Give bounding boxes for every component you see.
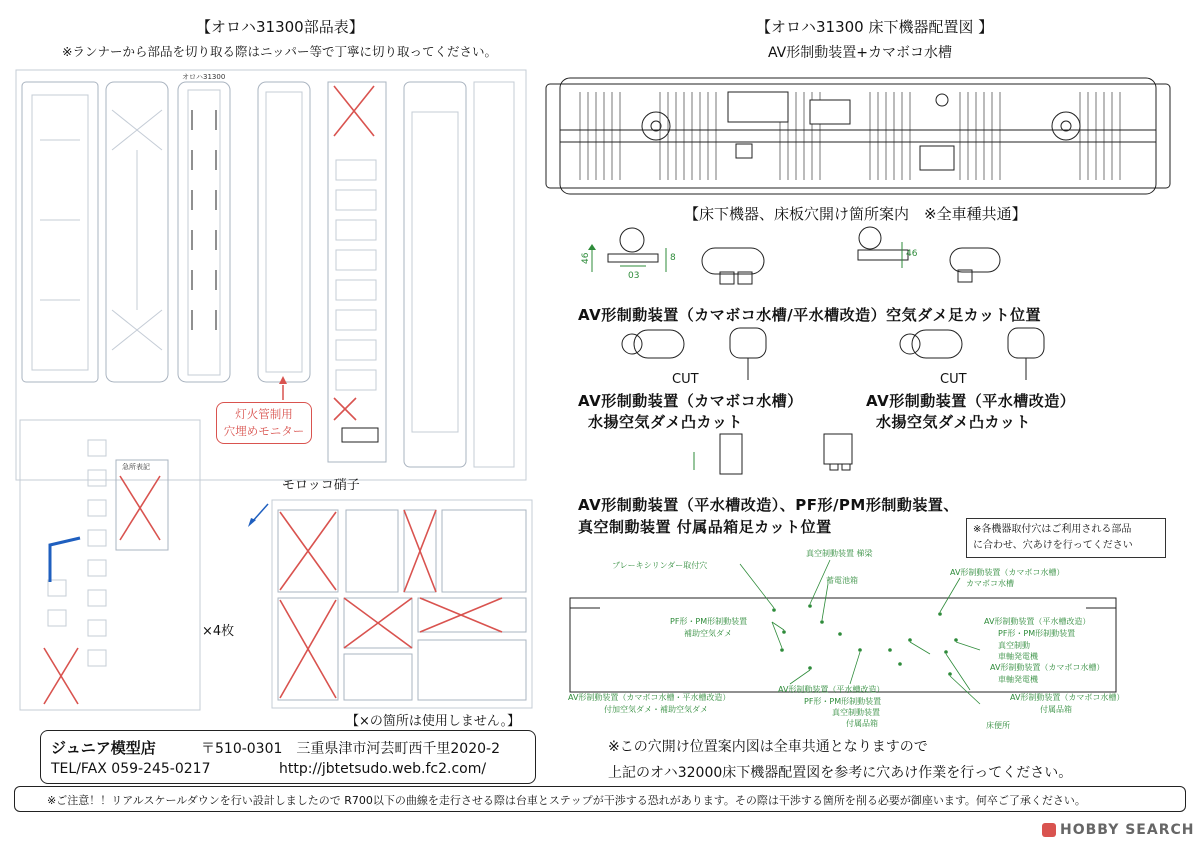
hole-footer-1: ※この穴開け位置案内図は全車共通となりますので [608, 739, 928, 755]
hole-label-toilet: 床便所 [986, 721, 1010, 730]
hole-label-av-flat-1: AV形制動装置（平水槽改造） [984, 617, 1091, 626]
hole-note-line-1: ※各機器取付穴はご利用される部品 [973, 524, 1132, 535]
hobby-search-logo-icon [1042, 823, 1056, 837]
runner-label: オロハ31300 [182, 73, 226, 81]
caption-cut-1: 水揚空気ダメ凸カット [588, 413, 743, 431]
hole-label-vacuum-beam: 真空制動装置 梯梁 [806, 549, 873, 558]
caption-air-tank-leg: AV形制動装置（カマボコ水槽/平水槽改造）空気ダメ足カット位置 [578, 306, 1042, 324]
parts-title: 【オロハ31300部品表】 [196, 18, 364, 36]
caption-av-kamaboko: AV形制動装置（カマボコ水槽） [578, 392, 803, 410]
hole-label-kamaboko-tank: カマボコ水槽 [966, 579, 1014, 588]
hole-label-aux-tank: 補助空気ダメ [684, 629, 732, 638]
shop-tel: TEL/FAX 059-245-0217 [51, 761, 211, 777]
watermark-text: HOBBY SEARCH [1060, 822, 1195, 838]
guide-title: 【床下機器、床板穴開け箇所案内 ※全車種共通】 [684, 205, 1027, 223]
hole-label-pf-pm-3: PF形・PM形制動装置 [804, 697, 882, 706]
unused-note: 【×の箇所は使用しません。】 [346, 714, 521, 729]
hole-label-battery: 蓄電池箱 [826, 576, 858, 585]
cut-label-1: CUT [672, 372, 699, 387]
guide-figures [570, 220, 1090, 490]
dim-46-left: 46 [581, 252, 591, 264]
parts-runners-drawing [0, 0, 540, 700]
hole-label-pf-pm-2: PF形・PM形制動装置 [998, 629, 1076, 638]
glass-label: モロッコ硝子 [282, 478, 360, 493]
callout-line-2: 穴埋めモニター [223, 424, 305, 438]
warning-text: ※ご注意！！リアルスケールダウンを行い設計しましたので R700以下の曲線を走行させる際は台車とステップが干渉する恐れがあります。その際は干渉する箇所を削る必要が御座います。何卒ご了承ください。 [47, 794, 1086, 807]
caption-cut-2: 水揚空気ダメ凸カット [876, 413, 1031, 431]
hole-label-generator-1: 車軸発電機 [998, 652, 1038, 661]
hole-label-accessory-box-2: 付属品箱 [1040, 705, 1072, 714]
hole-label-av-kamaboko-2: AV形制動装置（カマボコ水槽） [990, 663, 1105, 672]
caption-box-leg: 真空制動装置 付属品箱足カット位置 [578, 518, 832, 536]
caption-av-flat: AV形制動装置（平水槽改造） [866, 392, 1076, 410]
caption-pf-pm: AV形制動装置（平水槽改造）、PF形/PM形制動装置、 [578, 496, 959, 514]
callout-line-1: 灯火管制用 [235, 407, 293, 421]
underfloor-layout-drawing [540, 70, 1180, 200]
hole-label-av-kamaboko-3: AV形制動装置（カマボコ水槽） [1010, 693, 1125, 702]
hole-label-brake-cylinder: ブレーキシリンダー取付穴 [612, 561, 708, 570]
shop-name: ジュニア模型店 [51, 739, 156, 757]
hole-label-vacuum: 真空制動 [998, 641, 1030, 650]
glass-count: ×4枚 [202, 624, 235, 639]
hole-label-aux-tank-2: 付加空気ダメ・補助空気ダメ [604, 705, 708, 714]
hole-note-line-2: に合わせ、穴あけを行ってください [973, 540, 1133, 551]
callout-box [216, 402, 312, 444]
parts-note: ※ランナーから部品を切り取る際はニッパー等で丁寧に切り取ってください。 [62, 44, 497, 59]
hole-footer-2: 上記のオハ32000床下機器配置図を参考に穴あけ作業を行ってください。 [608, 765, 1073, 781]
layout-subtitle: AV形制動装置+カマボコ水槽 [768, 45, 952, 61]
hole-label-accessory-box-1: 付属品箱 [846, 719, 878, 728]
watermark [1042, 822, 1194, 838]
hole-label-av-kamaboko-1: AV形制動装置（カマボコ水槽） [950, 568, 1065, 577]
small-tag: 急所表記 [122, 463, 150, 471]
cut-label-2: CUT [940, 372, 967, 387]
shop-address: 〒510-0301 三重県津市河芸町西千里2020-2 [201, 741, 500, 757]
shop-box [40, 730, 536, 784]
hole-label-av-both: AV形制動装置（カマボコ水槽・平水槽改造） [568, 693, 731, 702]
layout-title: 【オロハ31300 床下機器配置図 】 [756, 18, 994, 36]
warning-box [14, 786, 1186, 812]
dim-46-right: 46 [906, 249, 918, 259]
hole-label-vacuum-device: 真空制動装置 [832, 708, 880, 717]
hole-label-av-flat-2: AV形制動装置（平水槽改造） [778, 685, 885, 694]
dim-8: 8 [670, 253, 676, 263]
shop-url[interactable]: http://jbtetsudo.web.fc2.com/ [279, 761, 487, 777]
hole-label-pf-pm-1: PF形・PM形制動装置 [670, 617, 748, 626]
dim-03: 03 [628, 271, 640, 281]
hole-label-generator-2: 車軸発電機 [998, 675, 1038, 684]
